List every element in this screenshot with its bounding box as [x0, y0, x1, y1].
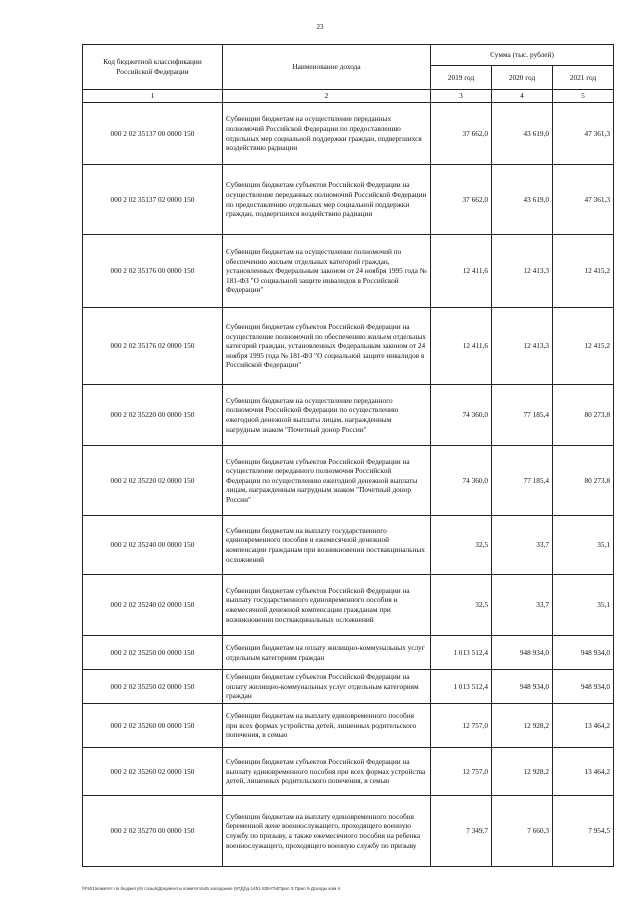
table-row — [83, 235, 614, 308]
row-2021: 12 415,2 — [553, 308, 614, 385]
row-2021: 948 934,0 — [553, 670, 614, 704]
table-row — [83, 575, 614, 636]
row-name: Субвенции бюджетам субъектов Российской Федерации на осуществление полномочий по обеспечению жильем отдельных категорий граждан, установленных Федеральным законом от 24 ноября 1995 года № 181-ФЗ "О социальной защите инвалидов в Российской Федерации" — [223, 308, 431, 385]
table-row — [83, 670, 614, 704]
row-name: Субвенции бюджетам на выплату государственного единовременного пособия и ежемесячной денежной компенсации гражданам при возникновении поствакцинальных осложнений — [223, 516, 431, 575]
row-name: Субвенции бюджетам на осуществление полномочий по обеспечению жильем отдельных категорий граждан, установленных Федеральным законом от 24 ноября 1995 года № 181-ФЗ "О социальной защите инвалидов в Российской Федерации" — [223, 235, 431, 308]
row-2021: 80 273,8 — [553, 446, 614, 516]
row-2019: 12 757,0 — [431, 748, 492, 796]
table-row — [83, 516, 614, 575]
header-year-2020: 2020 год — [492, 66, 553, 90]
row-2020: 77 185,4 — [492, 446, 553, 516]
row-code: 000 2 02 35250 02 0000 150 — [83, 670, 223, 704]
col-number-3: 3 — [431, 90, 492, 103]
row-2019: 7 349,7 — [431, 796, 492, 867]
row-code: 000 2 02 35220 00 0000 150 — [83, 385, 223, 446]
row-2020: 12 928,2 — [492, 704, 553, 748]
col-number-1: 1 — [83, 90, 223, 103]
row-2020: 948 934,0 — [492, 670, 553, 704]
row-2021: 47 361,3 — [553, 103, 614, 165]
row-2021: 948 934,0 — [553, 636, 614, 670]
row-2021: 12 415,2 — [553, 235, 614, 308]
row-2019: 32,5 — [431, 575, 492, 636]
table-row — [83, 748, 614, 796]
row-code: 000 2 02 35240 00 0000 150 — [83, 516, 223, 575]
file-path-footer: \\Fs01\комитет по бюджету\6 созыв\Документы комитета\45 заседание (97Д)\д-1451 838-П\4Прил 3 Прил 9 Доходы изм 4 — [82, 886, 341, 891]
row-2020: 12 413,3 — [492, 308, 553, 385]
row-name: Субвенции бюджетам на оплату жилищно-коммунальных услуг отдельным категориям граждан — [223, 636, 431, 670]
row-2020: 12 928,2 — [492, 748, 553, 796]
row-name: Субвенции бюджетам на выплату единовременного пособия беременной жене военнослужащего, проходящего военную службу по призыву, а также ежемесячного пособия на ребенка военнослужащего, проходящего военную службу по призыву — [223, 796, 431, 867]
row-code: 000 2 02 35260 00 0000 150 — [83, 704, 223, 748]
row-2020: 948 934,0 — [492, 636, 553, 670]
table-row — [83, 103, 614, 165]
row-2019: 74 360,0 — [431, 385, 492, 446]
table-row — [83, 636, 614, 670]
budget-revenue-table — [82, 44, 614, 867]
header-code: Код бюджетной классификации Российской Федерации — [83, 45, 223, 90]
header-name: Наименование дохода — [223, 45, 431, 90]
row-code: 000 2 02 35176 00 0000 150 — [83, 235, 223, 308]
col-number-2: 2 — [223, 90, 431, 103]
header-sum: Сумма (тыс. рублей) — [431, 45, 614, 66]
row-2019: 12 411,6 — [431, 308, 492, 385]
row-2019: 37 662,0 — [431, 165, 492, 235]
row-2019: 32,5 — [431, 516, 492, 575]
row-name: Субвенции бюджетам субъектов Российской Федерации на осуществление переданных полномочий Российской Федерации по предоставлению отдельных мер социальной поддержки граждан, подвергшихся воздействию радиации — [223, 165, 431, 235]
row-2021: 13 464,2 — [553, 704, 614, 748]
row-2021: 80 273,8 — [553, 385, 614, 446]
row-code: 000 2 02 35137 00 0000 150 — [83, 103, 223, 165]
table-row — [83, 446, 614, 516]
row-code: 000 2 02 35137 02 0000 150 — [83, 165, 223, 235]
col-number-4: 4 — [492, 90, 553, 103]
header-year-2021: 2021 год — [553, 66, 614, 90]
row-2021: 35,1 — [553, 516, 614, 575]
table-row — [83, 796, 614, 867]
table-row — [83, 308, 614, 385]
row-2019: 37 662,0 — [431, 103, 492, 165]
row-code: 000 2 02 35260 02 0000 150 — [83, 748, 223, 796]
row-code: 000 2 02 35250 00 0000 150 — [83, 636, 223, 670]
header-year-2019: 2019 год — [431, 66, 492, 90]
row-2020: 33,7 — [492, 516, 553, 575]
row-2019: 74 360,0 — [431, 446, 492, 516]
row-2019: 1 013 512,4 — [431, 636, 492, 670]
row-name: Субвенции бюджетам субъектов Российской Федерации на выплату государственного единовременного пособия и ежемесячной денежной компенсации гражданам при возникновении поствакцинальных осложнений — [223, 575, 431, 636]
table-row — [83, 165, 614, 235]
col-number-5: 5 — [553, 90, 614, 103]
row-name: Субвенции бюджетам субъектов Российской Федерации на выплату единовременного пособия при всех формах устройства детей, лишенных родительского попечения, в семью — [223, 748, 431, 796]
row-2021: 13 464,2 — [553, 748, 614, 796]
row-2020: 33,7 — [492, 575, 553, 636]
row-2021: 35,1 — [553, 575, 614, 636]
row-2020: 77 185,4 — [492, 385, 553, 446]
row-2019: 12 411,6 — [431, 235, 492, 308]
row-2020: 43 619,0 — [492, 165, 553, 235]
row-2020: 43 619,0 — [492, 103, 553, 165]
row-2020: 7 660,3 — [492, 796, 553, 867]
row-2019: 12 757,0 — [431, 704, 492, 748]
row-code: 000 2 02 35176 02 0000 150 — [83, 308, 223, 385]
row-2021: 7 954,5 — [553, 796, 614, 867]
row-name: Субвенции бюджетам на осуществление переданных полномочий Российской Федерации по предоставлению отдельных мер социальной поддержки граждан, подвергшихся воздействию радиации — [223, 103, 431, 165]
table-row — [83, 704, 614, 748]
row-code: 000 2 02 35220 02 0000 150 — [83, 446, 223, 516]
row-2020: 12 413,3 — [492, 235, 553, 308]
row-code: 000 2 02 35270 00 0000 150 — [83, 796, 223, 867]
row-name: Субвенции бюджетам субъектов Российской Федерации на осуществление переданного полномочия Российской Федерации по осуществлению ежегодной денежной выплаты лицам, награжденным нагрудным знаком "Почетный донор России" — [223, 446, 431, 516]
row-name: Субвенции бюджетам субъектов Российской Федерации на оплату жилищно-коммунальных услуг отдельным категориям граждан — [223, 670, 431, 704]
row-code: 000 2 02 35240 02 0000 150 — [83, 575, 223, 636]
table-row — [83, 385, 614, 446]
page-number: 23 — [316, 23, 324, 31]
row-2021: 47 361,3 — [553, 165, 614, 235]
row-name: Субвенции бюджетам на осуществление переданного полномочия Российской Федерации по осуществлению ежегодной денежной выплаты лицам, награжденным нагрудным знаком "Почетный донор России" — [223, 385, 431, 446]
row-2019: 1 013 512,4 — [431, 670, 492, 704]
row-name: Субвенции бюджетам на выплату единовременного пособия при всех формах устройства детей, лишенных родительского попечения, в семью — [223, 704, 431, 748]
